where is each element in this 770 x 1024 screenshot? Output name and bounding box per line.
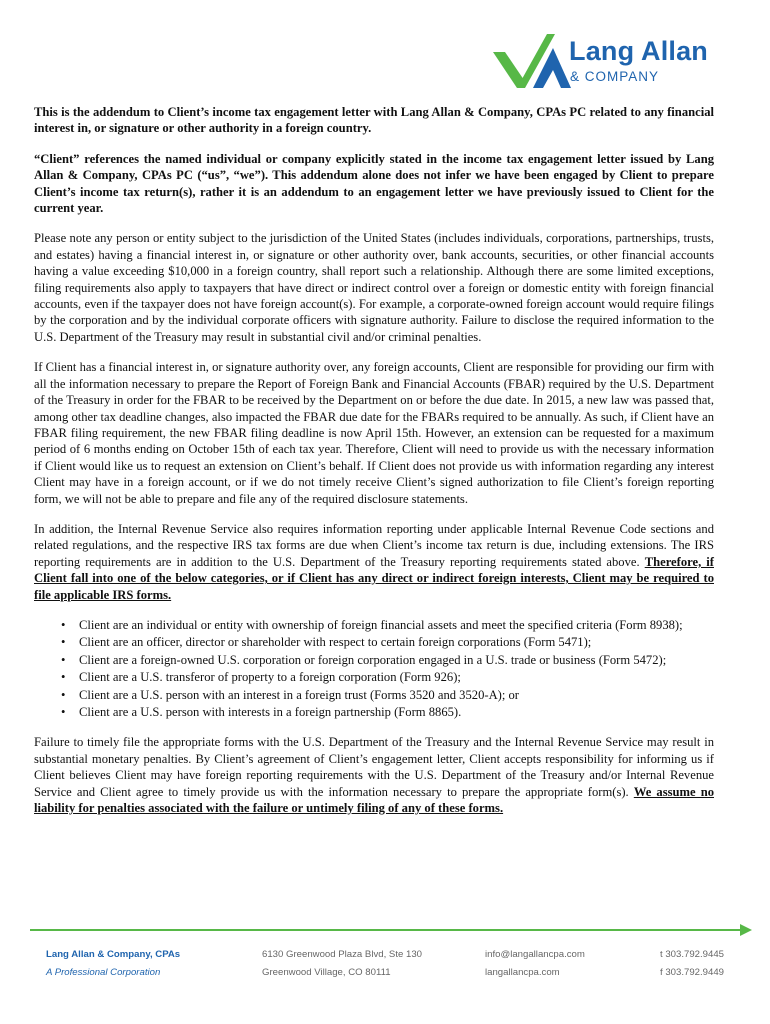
footer-phone: t 303.792.9445 xyxy=(660,949,725,960)
logo-mark-icon xyxy=(491,30,571,90)
client-definition-paragraph: “Client” references the named individual or company explicitly stated in the income tax engagement letter issued by Lang Allan & Company, CPAs PC (“us”, “we”). This addendum alone does not infer we have been engaged by Client to prepare Client’s income tax return(s), rather it is an addendum to an engagement letter we have previously issued to Client for the current year. xyxy=(34,151,714,216)
footer-address-line1: 6130 Greenwood Plaza Blvd, Ste 130 xyxy=(262,949,423,960)
footer-phones xyxy=(660,946,724,982)
list-item: • Client are a foreign-owned U.S. corporation or foreign corporation engaged in a U.S. trade or business (Form 5472); xyxy=(79,652,714,668)
form-requirements-list xyxy=(34,617,714,720)
liability-paragraph-emphasis: We assume no liability for penalties associated with the failure or untimely filing of any of these forms. xyxy=(34,784,714,816)
liability-paragraph-text: Failure to timely file the appropriate forms with the U.S. Department of the Treasury and the Internal Revenue Service may result in substantial monetary penalties. By Client’s agreement of Client’s engagement letter, Client accepts responsibility for informing us if Client believes Client may have foreign reporting requirements with the U.S. Department of the Treasury and/or Internal Revenue Service and Client agree to timely provide us with the information necessary to prepare the appropriate form(s). xyxy=(34,735,714,799)
intro-paragraph: This is the addendum to Client’s income tax engagement letter with Lang Allan & Company, CPAs PC related to any financial interest in, or signature or other authority in a foreign country. xyxy=(34,105,714,136)
company-logo xyxy=(491,30,721,90)
irs-paragraph-emphasis: Therefore, if Client fall into one of the below categories, or if Client has any direct or indirect foreign interests, Client may be required to file applicable IRS forms. xyxy=(34,554,714,602)
footer-divider xyxy=(30,929,742,931)
list-item: • Client are an officer, director or shareholder with respect to certain foreign corporations (Form 5471); xyxy=(79,634,714,650)
list-item: • Client are a U.S. transferor of property to a foreign corporation (Form 926); xyxy=(79,669,714,685)
letter-body xyxy=(34,104,714,830)
footer-email: info@langallancpa.com xyxy=(485,949,585,960)
liability-paragraph xyxy=(34,734,714,816)
list-item: • Client are a U.S. person with an interest in a foreign trust (Forms 3520 and 3520-A); or xyxy=(79,687,714,703)
reporting-paragraph: Please note any person or entity subject to the jurisdiction of the United States (includes individuals, corporations, partnerships, trusts, and estates) having a financial interest in, or signature or other authority over, bank accounts, securities, or other financial accounts having a value exceeding $10,000 in a foreign country, shall report such a relationship. Although there are some limited exceptions, filing requirements also apply to taxpayers that have direct or indirect control over a foreign or domestic entity with foreign financial accounts, even if the taxpayer does not have foreign account(s). For example, a corporate-owned foreign account would require filings by the corporation and by the individual corporate officers with signature authority. Failure to disclose the required information to the U.S. Department of the Treasury may result in substantial civil and/or criminal penalties. xyxy=(34,231,714,344)
list-item: • Client are a U.S. person with interests in a foreign partnership (Form 8865). xyxy=(79,704,714,720)
footer-address-line2: Greenwood Village, CO 80111 xyxy=(262,967,391,978)
footer-fax: f 303.792.9449 xyxy=(660,967,725,978)
footer-firm-name: Lang Allan & Company, CPAs xyxy=(46,949,181,960)
fbar-paragraph: If Client has a financial interest in, or signature authority over, any foreign accounts, Client are responsible for providing our firm with all the information necessary to prepare the Report of Foreign Bank and Financial Accounts (FBAR) required by the U.S. Department of the Treasury in order for the FBAR to be received by the Department on or before the due date. In 2015, a new law was passed that, among other tax deadline changes, also impacted the FBAR due date for the FBARs required to be annually. As such, if Client have an FBAR filing requirement, the new FBAR filing deadline is now April 15th. However, an extension can be requested for a maximum period of 6 months ending on October 15th of each tax year. Therefore, Client will need to provide us with the necessary information if Client would like us to request an extension on Client’s behalf. If Client does not provide us with information regarding any interest Client may have in a foreign account, or if we do not timely receive Client’s signed authorization to file Client’s foreign reporting form, we will not be able to prepare and file any of the required disclosure statements. xyxy=(34,360,714,506)
irs-paragraph-text: In addition, the Internal Revenue Service also requires information reporting under applicable Internal Revenue Code sections and related regulations, and the respective IRS tax forms are due when Client’s income tax return is due, including extensions. The IRS reporting requirements are in addition to the U.S. Department of the Treasury reporting requirements stated above. xyxy=(34,521,714,569)
divider-arrow-icon xyxy=(740,924,752,936)
footer-contact xyxy=(485,946,585,982)
footer-address xyxy=(262,946,422,982)
footer-website: langallancpa.com xyxy=(485,967,560,978)
irs-paragraph xyxy=(34,521,714,603)
footer-corp-type: A Professional Corporation xyxy=(46,967,161,978)
logo-name: Lang Allan xyxy=(569,36,709,66)
footer-firm xyxy=(46,946,180,982)
list-item: • Client are an individual or entity with ownership of foreign financial assets and meet the specified criteria (Form 8938); xyxy=(79,617,714,633)
logo-subtitle: & COMPANY xyxy=(570,69,660,84)
